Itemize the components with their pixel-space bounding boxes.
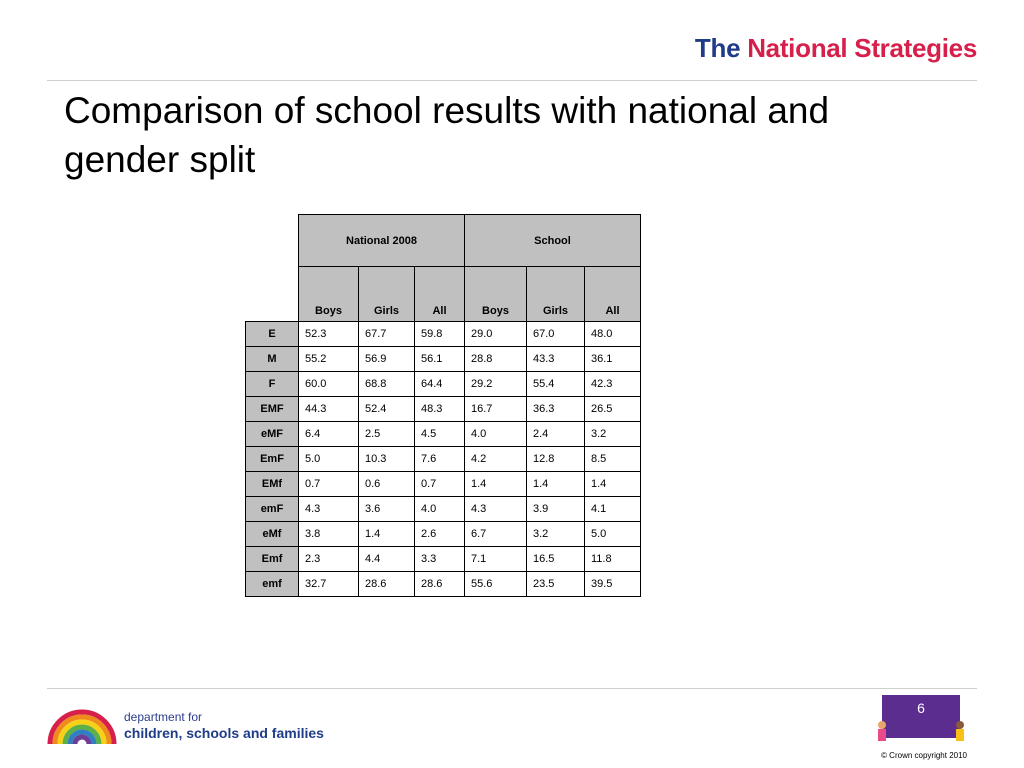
table-cell: 2.6 — [415, 522, 465, 547]
table-cell: 4.5 — [415, 422, 465, 447]
row-label: EMF — [246, 397, 299, 422]
table-cell: 4.2 — [465, 447, 527, 472]
page-number: 6 — [917, 700, 925, 716]
table-cell: 39.5 — [585, 572, 641, 597]
row-label: Emf — [246, 547, 299, 572]
table-row — [246, 522, 641, 547]
row-label: eMF — [246, 422, 299, 447]
table-row — [246, 447, 641, 472]
table-cell: 0.7 — [299, 472, 359, 497]
sub-header-cell: Girls — [359, 267, 415, 322]
dept-line-1: department for — [124, 710, 203, 724]
sub-header-cell: Girls — [527, 267, 585, 322]
table-cell: 29.0 — [465, 322, 527, 347]
brand-logo — [695, 33, 977, 64]
table-cell: 8.5 — [585, 447, 641, 472]
table-cell: 23.5 — [527, 572, 585, 597]
table-cell: 67.0 — [527, 322, 585, 347]
table-cell: 48.0 — [585, 322, 641, 347]
child-figure-left-icon — [878, 721, 886, 729]
table-cell: 32.7 — [299, 572, 359, 597]
table-cell: 16.7 — [465, 397, 527, 422]
table-group-header-row — [246, 215, 641, 267]
row-label: M — [246, 347, 299, 372]
sub-header-cell: All — [415, 267, 465, 322]
table-cell: 67.7 — [359, 322, 415, 347]
table-cell: 2.3 — [299, 547, 359, 572]
table-sub-header-row — [246, 267, 641, 322]
table-cell: 26.5 — [585, 397, 641, 422]
table-cell: 4.4 — [359, 547, 415, 572]
table-cell: 4.3 — [299, 497, 359, 522]
brand-prefix: The — [694, 33, 741, 63]
table-cell: 56.1 — [415, 347, 465, 372]
group-header-school: School — [465, 215, 641, 267]
table-cell: 1.4 — [527, 472, 585, 497]
table-cell: 0.6 — [359, 472, 415, 497]
table-cell: 3.8 — [299, 522, 359, 547]
table-cell: 1.4 — [359, 522, 415, 547]
table-cell: 29.2 — [465, 372, 527, 397]
table-cell: 3.3 — [415, 547, 465, 572]
table-cell: 2.5 — [359, 422, 415, 447]
sub-header-cell: Boys — [465, 267, 527, 322]
table-cell: 43.3 — [527, 347, 585, 372]
table-cell: 4.3 — [465, 497, 527, 522]
table-cell: 3.2 — [527, 522, 585, 547]
table-cell: 28.6 — [359, 572, 415, 597]
table-cell: 52.3 — [299, 322, 359, 347]
table-cell: 12.8 — [527, 447, 585, 472]
sub-header-cell: All — [585, 267, 641, 322]
row-label: E — [246, 322, 299, 347]
table-cell: 68.8 — [359, 372, 415, 397]
group-header-national: National 2008 — [299, 215, 465, 267]
table-cell: 64.4 — [415, 372, 465, 397]
table-row — [246, 497, 641, 522]
table-cell: 28.6 — [415, 572, 465, 597]
table-row — [246, 347, 641, 372]
table-cell: 6.7 — [465, 522, 527, 547]
table-cell: 4.0 — [465, 422, 527, 447]
table-cell: 0.7 — [415, 472, 465, 497]
table-row — [246, 572, 641, 597]
header-divider — [47, 80, 977, 81]
brand-name: National Strategies — [747, 33, 977, 63]
table-cell: 55.6 — [465, 572, 527, 597]
table-cell: 5.0 — [585, 522, 641, 547]
rainbow-icon — [47, 706, 117, 744]
table-corner-cell — [246, 215, 299, 322]
table-cell: 4.1 — [585, 497, 641, 522]
row-label: EMf — [246, 472, 299, 497]
department-logo — [47, 706, 324, 744]
row-label: emF — [246, 497, 299, 522]
table-cell: 55.4 — [527, 372, 585, 397]
table-cell: 52.4 — [359, 397, 415, 422]
table-cell: 56.9 — [359, 347, 415, 372]
table-cell: 59.8 — [415, 322, 465, 347]
results-table — [245, 214, 641, 597]
table-cell: 11.8 — [585, 547, 641, 572]
table-row — [246, 472, 641, 497]
table-cell: 36.3 — [527, 397, 585, 422]
sub-header-cell: Boys — [299, 267, 359, 322]
table-cell: 60.0 — [299, 372, 359, 397]
table-cell: 7.6 — [415, 447, 465, 472]
row-label: emf — [246, 572, 299, 597]
slide-title: Comparison of school results with national and gender split — [64, 90, 830, 180]
table-cell: 5.0 — [299, 447, 359, 472]
table-cell: 55.2 — [299, 347, 359, 372]
table-row — [246, 397, 641, 422]
table-cell: 3.2 — [585, 422, 641, 447]
table-cell: 3.9 — [527, 497, 585, 522]
table-cell: 6.4 — [299, 422, 359, 447]
table-cell: 10.3 — [359, 447, 415, 472]
table-cell: 44.3 — [299, 397, 359, 422]
table-cell: 1.4 — [465, 472, 527, 497]
table-row — [246, 322, 641, 347]
table-cell: 1.4 — [585, 472, 641, 497]
table-cell: 36.1 — [585, 347, 641, 372]
table-row — [246, 372, 641, 397]
table-cell: 4.0 — [415, 497, 465, 522]
table-row — [246, 422, 641, 447]
row-label: eMf — [246, 522, 299, 547]
copyright-text: © Crown copyright 2010 — [881, 751, 967, 760]
dept-line-2: children, schools and families — [124, 725, 324, 741]
table-cell: 48.3 — [415, 397, 465, 422]
row-label: EmF — [246, 447, 299, 472]
table-cell: 28.8 — [465, 347, 527, 372]
table-cell: 42.3 — [585, 372, 641, 397]
row-label: F — [246, 372, 299, 397]
table-cell: 3.6 — [359, 497, 415, 522]
footer-divider — [47, 688, 977, 689]
table-cell: 16.5 — [527, 547, 585, 572]
child-figure-right-icon — [956, 721, 964, 729]
table-cell: 2.4 — [527, 422, 585, 447]
table-row — [246, 547, 641, 572]
table-cell: 7.1 — [465, 547, 527, 572]
